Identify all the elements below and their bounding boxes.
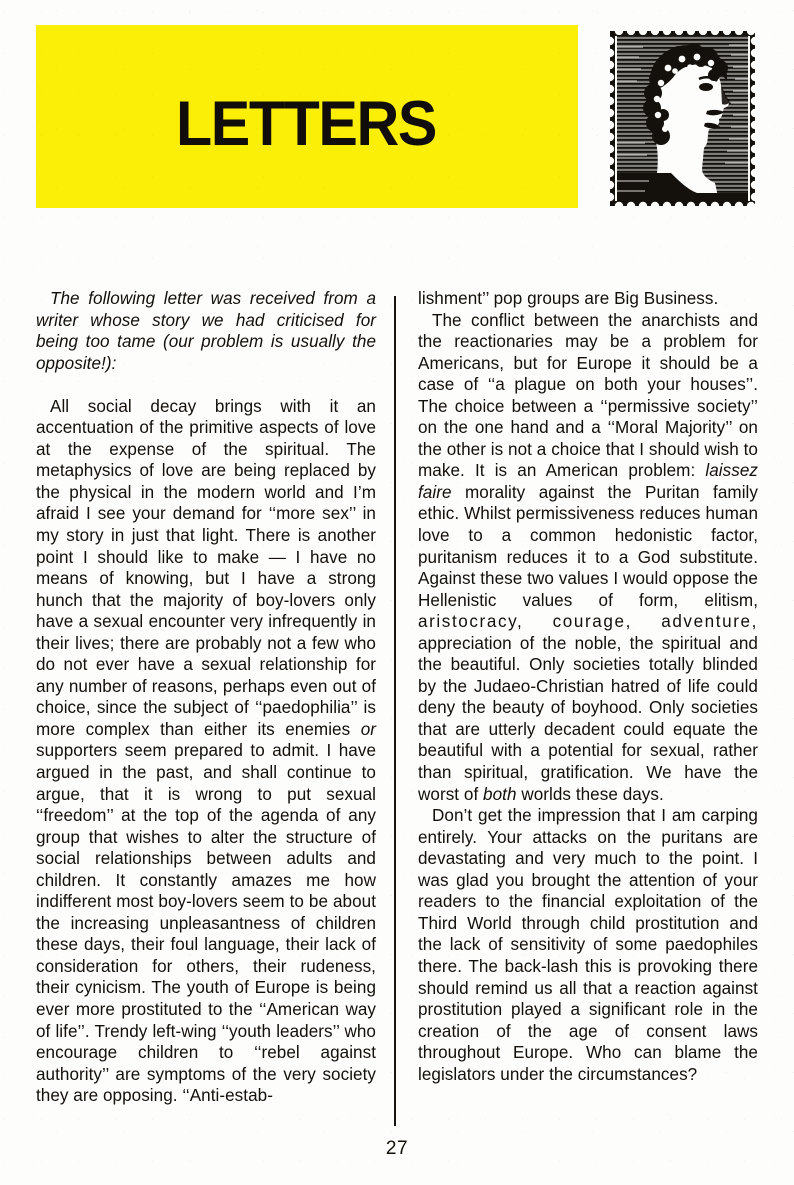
letter-paragraph-2 <box>418 310 758 806</box>
letter-emphasis-both: both <box>483 784 517 804</box>
editor-intro-paragraph: The following letter was received from a writer whose story we had criticised for being too tame (our problem is usually the opposite!): <box>36 289 376 373</box>
page-number: 27 <box>385 1138 409 1159</box>
left-column <box>36 288 376 1107</box>
letter-paragraph-2-text-d: worlds these days. <box>516 784 664 804</box>
stamp-portrait <box>617 35 748 201</box>
right-column <box>418 288 758 1085</box>
article-body <box>0 288 794 1138</box>
letter-paragraph-2-text-c: appreciation of the noble, the spiritual and the beautiful. Only societies totally blinded by the Judaeo-Christian hatred of life could deny the beauty of boyhood. Only societies that are utterly decadent could equate the beautiful with a potential for sexual, rather than spiritual, gratification. We have the worst of <box>418 633 758 804</box>
letter-paragraph-1-continuation-text: lishment’’ pop groups are Big Business. <box>418 289 719 308</box>
letter-paragraph-3: Don’t get the impression that I am carping entirely. Your attacks on the puritans are devastating and very much to the point. I was glad you brought the attention of your readers to the financial exploitation of the Third World through child prostitution and the lack of sensitivity of some paedophiles there. The back-lash this is provoking there should remind us all that a reaction against prostitution played a significant role in the creation of the age of consent laws throughout Europe. Who can blame the legislators under the circumstances? <box>418 806 758 1084</box>
page-title: LETTERS <box>176 89 436 159</box>
letter-paragraph-1-text-a: All social decay brings with it an accentuation of the primitive aspects of love at the expense of the spiritual. The metaphysics of love are being replaced by the physical in the modern world and I’m afraid I see your demand for ‘‘more sex’’ in my story in just that light. There is another point I should like to make — I have no means of knowing, but I have a strong hunch that the majority of boy-lovers only have a sexual encounter very infrequently in their lives; there are probably not a few who do not ever have a sexual relationship for any number of reasons, perhaps even out of choice, since the subject of ‘‘paedophilia’’ is more complex than either its enemies <box>36 396 376 739</box>
letter-emphasis-or: or <box>360 719 376 739</box>
masthead <box>0 0 794 232</box>
yellow-banner <box>36 25 578 208</box>
letter-paragraph-1-text-b: supporters seem prepared to admit. I have argued in the past, and shall continue to argue, that it is wrong to put sexual ‘‘freedom’’ at the top of the agenda of any group that wishes to alter the structure of social relationships between adults and children. It constantly amazes me how indifferent most boy-lovers seem to be about the increasing unpleasantness of children these days, their foul language, their lack of consideration for others, their rudeness, their cynicism. The youth of Europe is being ever more prostituted to the ‘‘American way of life’’. Trendy left-wing ‘‘youth leaders’’ who encourage children to ‘‘rebel against authority’’ are symptoms of the very society they are opposing. ‘‘Anti-estab- <box>36 741 376 1106</box>
letter-paragraph-2-text-a: The conflict between the anarchists and the reactionaries may be a problem for Americans, but for Europe it should be a case of ‘‘a plague on both your houses’’. The choice between a ‘‘permissive society’’ on the one hand and a ‘‘Moral Majority’’ on the other is not a choice that I should wish to make. It is an American problem: <box>418 310 758 481</box>
postage-stamp-illustration <box>601 23 764 213</box>
letter-paragraph-2-text-b: morality against the Puritan family ethic. Whilst permissiveness reduces human love to a common hedonistic factor, puritanism reduces it to a God substitute. Against these two values I would oppose the Hellenistic values of form, elitism, <box>418 482 758 610</box>
letter-tracked-line: aristocracy, courage, adventure, <box>418 612 758 632</box>
letter-paragraph-1 <box>36 396 376 1107</box>
letter-paragraph-1-continuation <box>418 288 758 310</box>
letter-emphasis-laissez-faire: laissez faire <box>418 461 758 502</box>
